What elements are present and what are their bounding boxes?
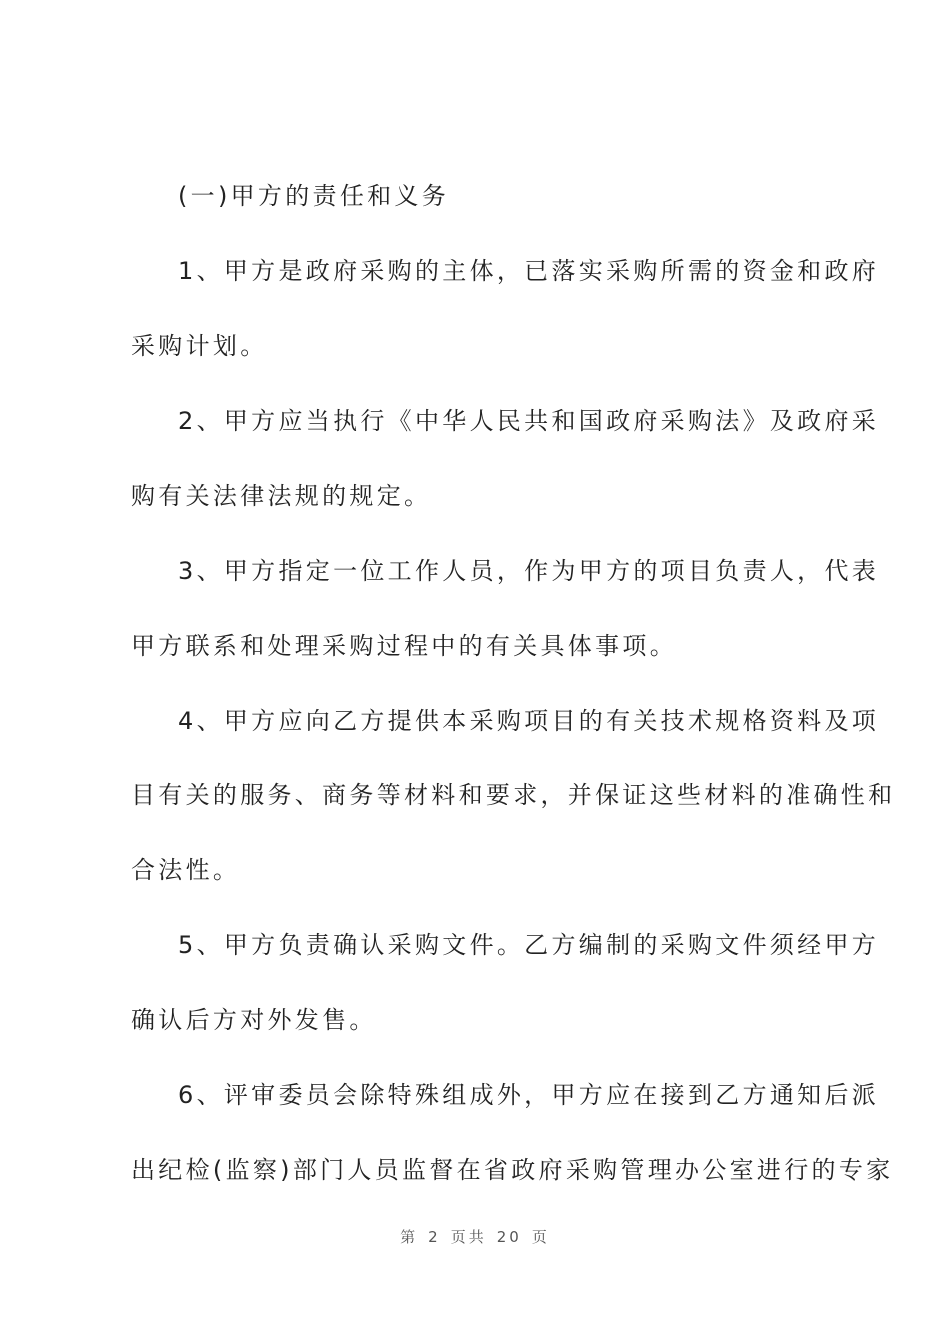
- page-footer: [0, 1226, 950, 1247]
- paragraph-line: 1、甲方是政府采购的主体，已落实采购所需的资金和政府: [178, 257, 880, 285]
- paragraph-line: 确认后方对外发售。: [131, 1006, 377, 1034]
- footer-suffix: 页: [531, 1228, 550, 1246]
- footer-prefix: 第: [400, 1228, 419, 1246]
- paragraph-line: 出纪检(监察)部门人员监督在省政府采购管理办公室进行的专家: [131, 1156, 894, 1184]
- paragraph-line: 3、甲方指定一位工作人员，作为甲方的项目负责人，代表: [178, 557, 880, 585]
- paragraph-line: 5、甲方负责确认采购文件。乙方编制的采购文件须经甲方: [178, 931, 880, 959]
- footer-total-pages: 20: [496, 1228, 522, 1246]
- footer-current-page: 2: [428, 1228, 441, 1246]
- footer-middle: 页共: [450, 1228, 487, 1246]
- paragraph-line: 合法性。: [131, 856, 241, 884]
- paragraph-line: 6、评审委员会除特殊组成外，甲方应在接到乙方通知后派: [178, 1081, 880, 1109]
- paragraph-line: 目有关的服务、商务等材料和要求，并保证这些材料的准确性和: [131, 781, 896, 809]
- paragraph-line: 2、甲方应当执行《中华人民共和国政府采购法》及政府采: [178, 407, 880, 435]
- paragraph-line: 采购计划。: [131, 332, 268, 360]
- section-heading: (一)甲方的责任和义务: [178, 182, 450, 210]
- paragraph-line: 4、甲方应向乙方提供本采购项目的有关技术规格资料及项: [178, 707, 880, 735]
- paragraph-line: 甲方联系和处理采购过程中的有关具体事项。: [131, 632, 677, 660]
- paragraph-line: 购有关法律法规的规定。: [131, 482, 432, 510]
